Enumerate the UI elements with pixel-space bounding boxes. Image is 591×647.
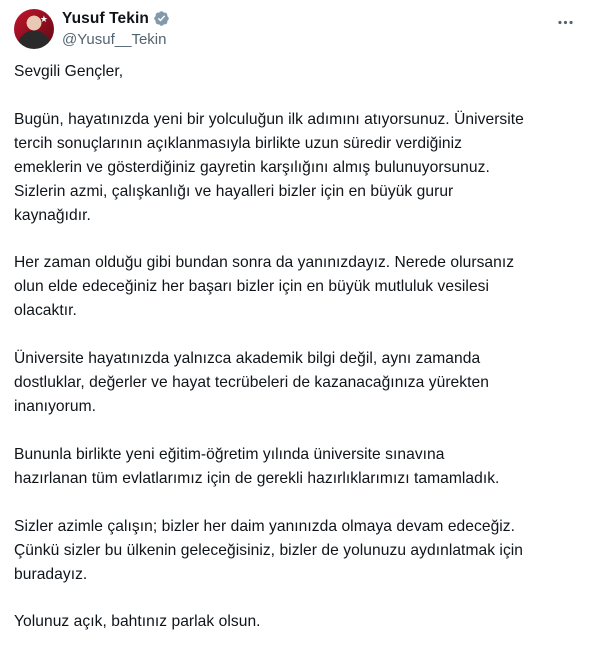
tweet-paragraph: Bununla birlikte yeni eğitim-öğretim yılında üniversite sınavına hazırlanan tüm evlatlarımız için de gerekli hazırlıklarımızı tamamladık. (14, 445, 500, 487)
tweet-paragraph: Bugün, hayatınızda yeni bir yolculuğun ilk adımını atıyorsunuz. Üniversite tercih sonuçlarının açıklanmasıyla birlikte uzun süredir verdiğiniz emeklerin ve gösterdiğiniz gayretin karşılığını almış bulunuyorsunuz. Sizlerin azmi, çalışkanlığı ve hayalleri bizler için en büyük gurur kaynağıdır. (14, 110, 524, 224)
tweet-paragraph: Sevgili Gençler, (14, 63, 124, 80)
display-name-row (62, 8, 170, 29)
tweet-paragraph: Sizler azimle çalışın; bizler her daim yanınızda olmaya devam edeceğiz. Çünkü sizler bu ülkenin geleceğisiniz, bizler de yolunuzu aydınlatmak için buradayız. (14, 517, 524, 583)
tweet-paragraph: Her zaman olduğu gibi bundan sonra da yanınızdayız. Nerede olursanız olun elde edeceğiniz her başarı bizler için en büyük mutluluk vesilesi olacaktır. (14, 254, 515, 320)
verified-badge-icon (153, 10, 170, 27)
more-options-button[interactable] (555, 12, 575, 32)
tweet-text (14, 60, 582, 634)
flag-star-icon: ★ (39, 15, 48, 25)
author-handle[interactable]: @Yusuf__Tekin (62, 31, 167, 48)
tweet-header (14, 8, 579, 50)
avatar[interactable] (14, 9, 54, 49)
display-name[interactable]: Yusuf Tekin (62, 9, 149, 27)
more-options-icon (556, 13, 575, 32)
tweet-paragraph: Yolunuz açık, bahtınız parlak olsun. (14, 613, 261, 631)
tweet-paragraph: Üniversite hayatınızda yalnızca akademik bilgi değil, aynı zamanda dostluklar, değerler ve hayat tecrübeleri de kazanacağınıza yürekten inanıyorum. (14, 350, 489, 415)
author-info (62, 8, 170, 48)
